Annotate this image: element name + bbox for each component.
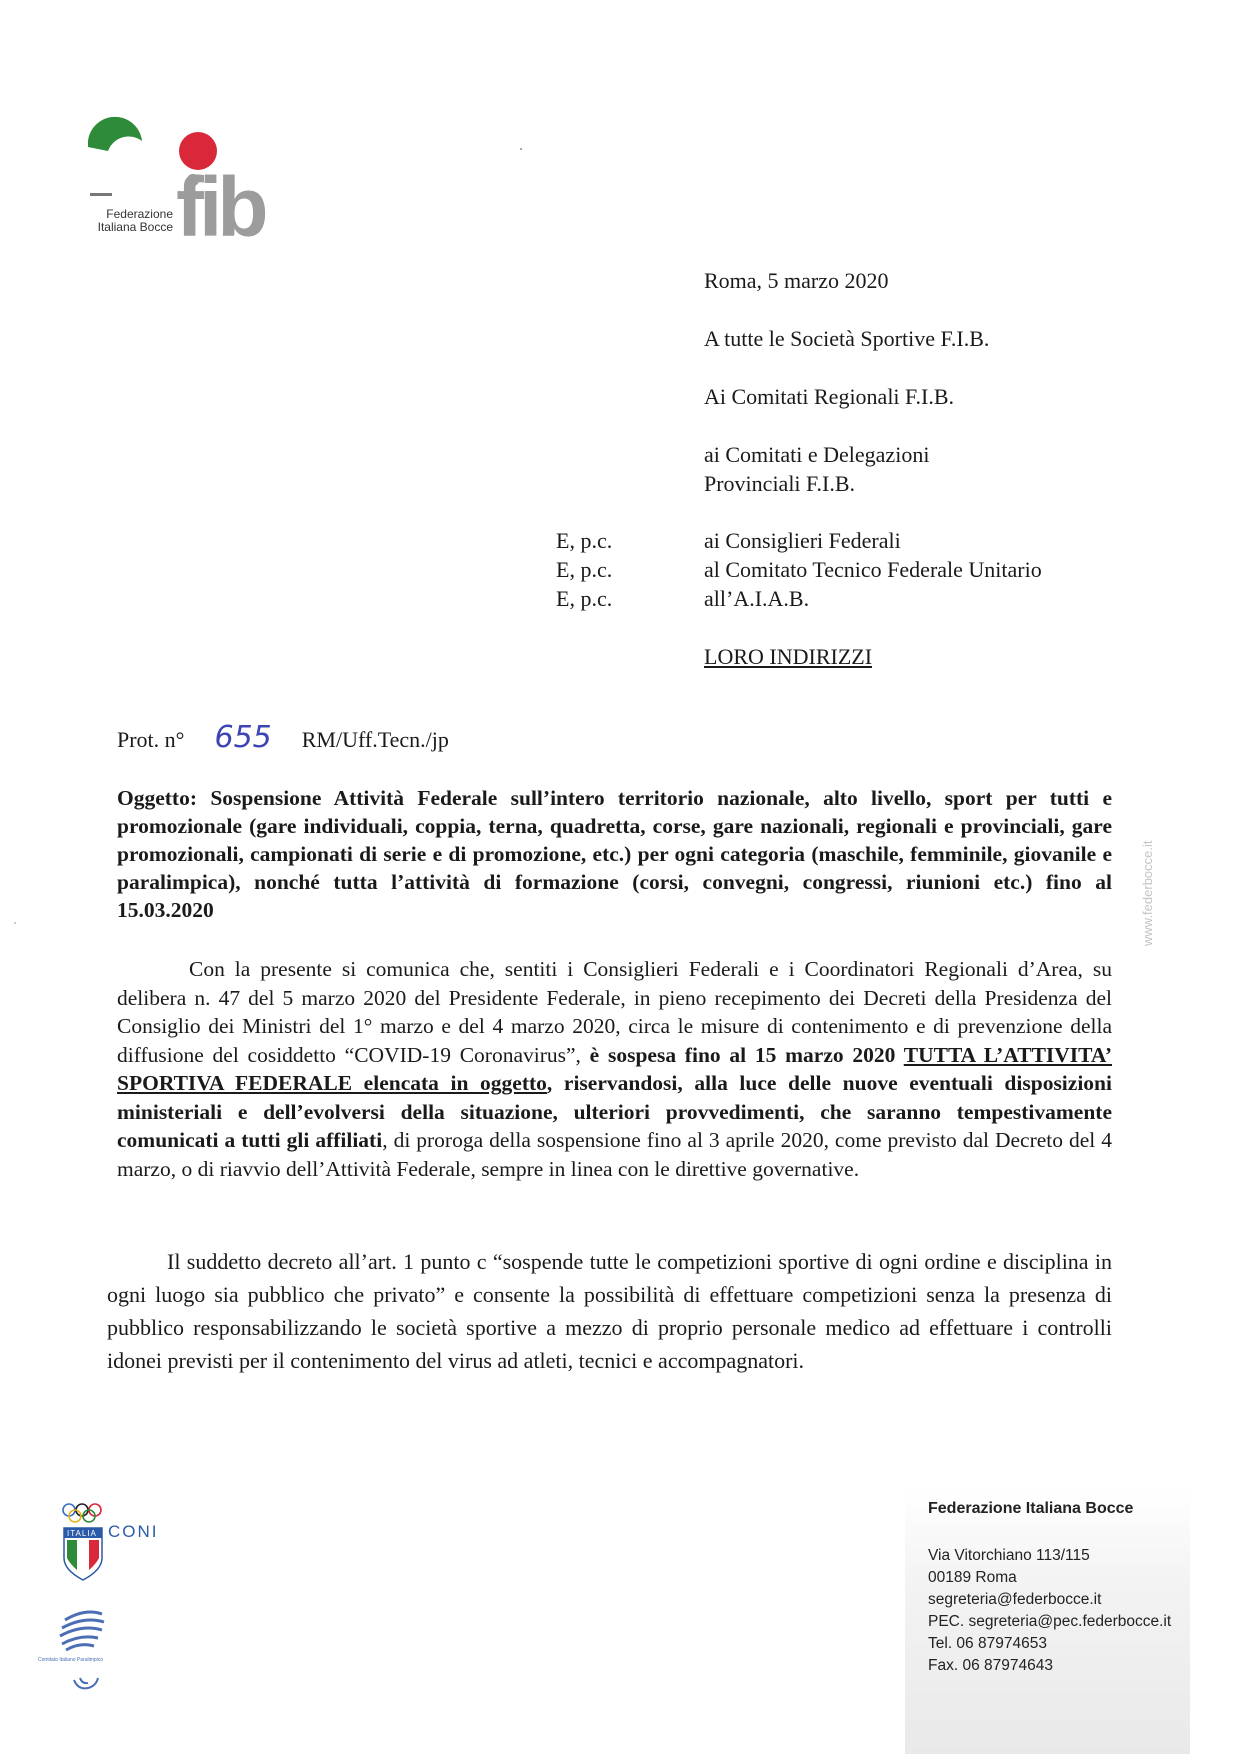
- logo-organization-name: Federazione Italiana Bocce: [97, 207, 173, 234]
- footer-address: Via Vitorchiano 113/115: [928, 1547, 1090, 1564]
- paralympic-logo: [40, 1598, 140, 1708]
- coni-logo: [62, 1500, 192, 1600]
- footer-phone: Tel. 06 87974653: [928, 1635, 1047, 1652]
- protocol-handwritten-number: 655: [214, 720, 272, 755]
- paralympic-label: Comitato Italiano Paralimpico: [38, 1657, 104, 1663]
- paragraph-text: , di proroga della sospensione fino al 3 aprile 2020, come previsto dal Decreto del 4 marzo, o di riavvio dell’Attività Federale, sempre in linea con le direttive governative.: [117, 1128, 1113, 1181]
- cc-label: E, p.c.: [556, 528, 613, 553]
- paralympic-swirl-icon: [40, 1598, 140, 1708]
- cc-recipient: all’A.I.A.B.: [704, 586, 810, 611]
- cc-label: E, p.c.: [556, 586, 613, 611]
- scan-speck: [14, 922, 16, 924]
- side-watermark: www.federbocce.it: [1140, 840, 1155, 946]
- paragraph-bold-text: è sospesa fino al 15 marzo 2020: [589, 1042, 904, 1067]
- cc-recipient: ai Consiglieri Federali: [704, 528, 901, 553]
- recipient-line: Ai Comitati Regionali F.I.B.: [704, 384, 955, 409]
- paragraph-bold-underlined-text: TUTTA L’ATTIVITA’ SPORTIVA FEDERALE elencata in oggetto: [117, 1042, 1113, 1095]
- recipient-line: A tutte le Società Sportive F.I.B.: [704, 326, 990, 351]
- cc-label: E, p.c.: [556, 557, 613, 582]
- date-line: Roma, 5 marzo 2020: [704, 268, 889, 293]
- subject-oggetto: Oggetto: Sospensione Attività Federale sull’intero territorio nazionale, alto livello, sport per tutti e promozionale (gare individuali, coppia, terna, quadretta, corse, gare nazionali, regionali e provinciali, gare promozionali, campionati di serie e di promozione, etc.) per ogni categoria (maschile, femminile, giovanile e paralimpica), nonché tutta l’attività di formazione (corsi, convegni, congressi, riunioni etc.) fino al 15.03.2020: [117, 786, 1112, 922]
- paragraph-bold-text: , riservandosi, alla luce delle nuove eventuali disposizioni ministeriali e dell’evolversi della situazione, ulteriori provvedimenti, che saranno tempestivamente comunicati a tutti gli affiliati: [117, 1071, 1112, 1152]
- footer-pec[interactable]: PEC. segreteria@pec.federbocce.it: [928, 1613, 1172, 1630]
- footer-contact-lines: [928, 1545, 1171, 1677]
- scan-speck: [520, 148, 522, 150]
- olympic-rings-icon: [62, 1500, 192, 1600]
- italia-label: ITALIA: [67, 1529, 97, 1538]
- recipient-line: Provinciali F.I.B.: [704, 471, 856, 496]
- fib-logo: [88, 105, 278, 254]
- protocol-label: Prot. n°: [117, 727, 185, 752]
- footer-fax: Fax. 06 87974643: [928, 1657, 1053, 1674]
- paragraph-text: Con la presente si comunica che, sentiti i Consiglieri Federali e i Coordinatori Regionali d’Area, su delibera n. 47 del 5 marzo 2020 del Presidente Federale, in pieno recepimento dei Decreti della Presidenza del Consiglio dei Ministri del 1° marzo e del 4 marzo 2020, circa le misure di contenimento e di prevenzione della diffusione del cosiddetto “COVID-19 Coronavirus”,: [117, 957, 1112, 1067]
- protocol-suffix: RM/Uff.Tecn./jp: [301, 727, 449, 752]
- coni-label: CONI: [108, 1522, 159, 1541]
- cc-recipient: al Comitato Tecnico Federale Unitario: [704, 557, 1042, 582]
- footer-email[interactable]: segreteria@federbocce.it: [928, 1591, 1102, 1608]
- logo-fib-wordmark: fib: [176, 160, 264, 254]
- protocol-line: [117, 720, 449, 755]
- body-paragraph-1: [117, 955, 1112, 1183]
- loro-indirizzi: LORO INDIRIZZI: [704, 644, 873, 669]
- body-paragraph-2: Il suddetto decreto all’art. 1 punto c “sospende tutte le competizioni sportive di ogni ordine e disciplina in ogni luogo sia pubblico che privato” e consente la possibilità di effettuare competizioni senza la presenza di pubblico responsabilizzando le società sportive a mezzo di proprio personale medico ad effettuare i controlli idonei previsti per il contenimento del virus ad atleti, tecnici e accompagnatori.: [107, 1249, 1112, 1373]
- footer-city: 00189 Roma: [928, 1569, 1017, 1586]
- footer-org-name: Federazione Italiana Bocce: [928, 1500, 1134, 1517]
- recipient-line: ai Comitati e Delegazioni: [704, 442, 930, 467]
